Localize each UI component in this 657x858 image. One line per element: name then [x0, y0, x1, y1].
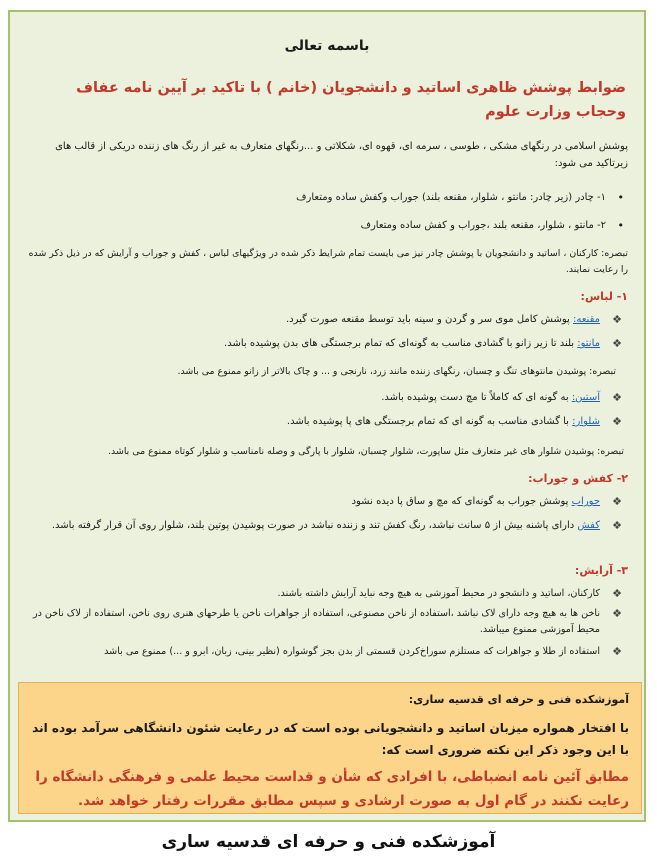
page-title: ضوابط پوشش ظاهری اساتید و دانشجویان (خانم ) با تاکید بر آیین نامه عفاف وحجاب وزارت علوم — [76, 80, 626, 120]
section-heading-shoes: ۲- کفش و جوراب: — [528, 472, 628, 485]
diamond-bullet-icon: ❖ — [612, 391, 622, 404]
notice-heading: آموزشکده فنی و حرفه ای قدسیه ساری: — [408, 693, 629, 706]
diamond-bullet-icon: ❖ — [612, 607, 622, 620]
clothes-item-manto — [26, 336, 622, 352]
diamond-bullet-icon: ❖ — [612, 313, 622, 326]
keyword-maghnaeh: مقنعه: — [573, 314, 600, 325]
notice-emphasis: مطابق آئین نامه انضباطی، با افرادی که شأن و قداست محیط علمی و فرهنگی دانشگاه را رعایت نکنند در گام اول به صورت ارشادی و سپس مطابق مقررات رفتار خواهد شد. — [35, 769, 629, 809]
keyword-manto: مانتو: — [577, 338, 600, 349]
item-text: دارای پاشنه بیش از ۵ سانت نباشد، رنگ کفش تند و زننده نباشد در صورت پوشیدن پوتین بلند، شلوار روی آن قرار گرفته باشد. — [51, 520, 578, 531]
regulation-sheet — [8, 10, 646, 822]
page-header: باسمه تعالی — [284, 38, 370, 54]
note-chador: تبصره: کارکنان ، اساتید و دانشجویان با پوشش چادر نیز می بایست تمام شرایط ذکر شده در ویژگیهای لباس ، کفش و جوراب و آرایش که در ذیل ذکر شده را رعایت نمایند. — [28, 248, 628, 275]
item-text: پوشش کامل موی سر و گردن و سینه باید توسط مقنعه صورت گیرد. — [285, 314, 573, 325]
item-text: ناخن ها به هیچ وجه دارای لاک نباشد ،استفاده از ناخن مصنوعی، استفاده از جواهرات ناخن یا طرحهای هنری روی ناخن، استفاده از لاک ناخن در محیط آموزشی ممنوع میباشد. — [32, 608, 600, 635]
makeup-item — [26, 586, 622, 602]
option-text: ۲- مانتو ، شلوار، مقنعه بلند ،جوراب و کفش ساده ومتعارف — [360, 220, 606, 231]
diamond-bullet-icon: ❖ — [612, 337, 622, 350]
diamond-bullet-icon: ❖ — [612, 495, 622, 508]
note-manto: تبصره: پوشیدن مانتوهای تنگ و چسبان، رنگهای زننده مانند زرد، نارنجی و ... و چاک بالاتر از زانو ممنوع می باشد. — [177, 366, 616, 377]
clothes-item-maghnaeh — [26, 312, 622, 328]
notice-body: با افتخار همواره میزبان اساتید و دانشجویانی بوده است که در رعایت شئون دانشگاهی سرآمد بوده اند با این وجود ذکر این نکته ضروری است که: — [32, 721, 629, 757]
option-text: ۱- چادر (زیر چادر: مانتو ، شلوار، مقنعه بلند) جوراب وکفش ساده ومتعارف — [296, 192, 606, 203]
bullet-icon: • — [617, 191, 624, 204]
keyword-socks: جوراب — [571, 496, 600, 507]
option-manto — [26, 218, 624, 234]
clothes-item-sleeve — [26, 390, 622, 406]
item-text: کارکنان، اساتید و دانشجو در محیط آموزشی به هیچ وجه نباید آرایش داشته باشند. — [277, 588, 600, 599]
note-pants: تبصره: پوشیدن شلوار های غیر متعارف مثل ساپورت، شلوار چسبان، شلوار با پارگی و وصله نامناسب و شلوار کوتاه ممنوع می باشد. — [108, 446, 624, 457]
footer-institute-name: آموزشکده فنی و حرفه ای قدسیه ساری — [161, 832, 496, 852]
diamond-bullet-icon: ❖ — [612, 645, 622, 658]
diamond-bullet-icon: ❖ — [612, 519, 622, 532]
bullet-icon: • — [617, 219, 624, 232]
keyword-shoes: کفش — [577, 520, 600, 531]
intro-paragraph: پوشش اسلامی در رنگهای مشکی ، طوسی ، سرمه ای، قهوه ای، شکلاتی و ...رنگهای متعارف به غیر از رنگ های زننده دریکی از قالب های زیرتاکید می شود: — [55, 141, 628, 169]
diamond-bullet-icon: ❖ — [612, 415, 622, 428]
diamond-bullet-icon: ❖ — [612, 587, 622, 600]
section-heading-makeup: ۳- آرایش: — [574, 564, 628, 577]
notice-box — [18, 682, 642, 814]
item-text: پوشش جوراب به گونه‌ای که مچ و ساق پا دیده نشود — [351, 496, 572, 507]
option-chador — [26, 190, 624, 206]
keyword-pants: شلوار: — [572, 416, 600, 427]
keyword-sleeve: آستین: — [571, 392, 600, 403]
item-text: استفاده از طلا و جواهرات که مستلزم سوراخ‌کردن قسمتی از بدن بجز گوشواره (نظیر بینی، زبان، ابرو و ...) ممنوع می باشد — [104, 646, 600, 657]
clothes-item-pants — [26, 414, 622, 430]
item-text: بلند تا زیر زانو با گشادی مناسب به گونه‌ای که تمام برجستگی های بدن پوشیده باشد. — [224, 338, 578, 349]
makeup-item — [26, 606, 622, 638]
item-text: به گونه ای که کاملاً تا مچ دست پوشیده باشد. — [381, 392, 572, 403]
item-text: با گشادی مناسب به گونه ای که تمام برجستگی های پا پوشیده باشد. — [286, 416, 573, 427]
makeup-item — [26, 644, 622, 660]
section-heading-clothes: ۱- لباس: — [580, 290, 628, 303]
shoes-item-socks — [26, 494, 622, 510]
shoes-item-shoes — [26, 518, 622, 534]
